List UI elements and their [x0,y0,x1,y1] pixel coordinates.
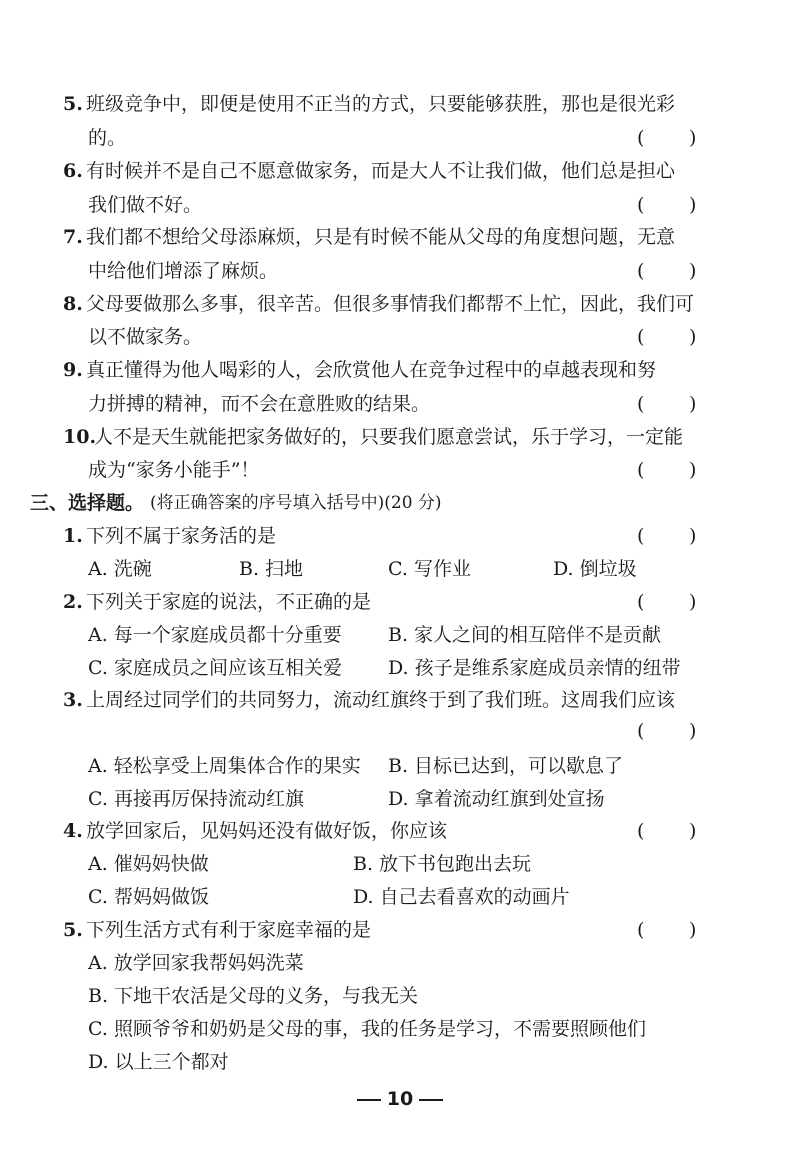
footer-dash-left [357,1099,381,1101]
question-number: 1. [63,525,83,547]
option-b[interactable]: B. 放下书包跑出去玩 [353,853,532,875]
page-footer [0,1088,800,1110]
question-number: 4. [63,820,83,842]
option-b[interactable]: B. 扫地 [239,558,304,580]
choice-question-2: 2. 下列关于家庭的说法，不正确的是 ( ) [0,586,800,618]
question-text: 我们都不想给父母添麻烦，只是有时候不能从父母的角度想问题，无意 [86,226,676,248]
option-c[interactable]: C. 再接再厉保持流动红旗 [88,788,304,810]
question-stem: 下列生活方式有利于家庭幸福的是 [86,919,372,941]
judge-question-10 [0,421,800,453]
option-b[interactable]: B. 下地干农活是父母的义务，与我无关 [88,985,419,1007]
question-stem: 放学回家后，见妈妈还没有做好饭，你应该 [86,820,448,842]
question-stem: 下列关于家庭的说法，不正确的是 [86,591,372,613]
question-text: 父母要做那么多事，很辛苦。但很多事情我们都帮不上忙，因此，我们可 [86,293,695,315]
option-c[interactable]: C. 家庭成员之间应该互相关爱 [88,657,342,679]
option-a[interactable]: A. 每一个家庭成员都十分重要 [88,624,342,646]
question-number: 3. [63,689,83,711]
option-c[interactable]: C. 写作业 [388,558,471,580]
question-text-cont: 成为“家务小能手”！ [88,459,260,481]
question-number: 10. [63,426,97,448]
question-text: 人不是天生就能把家务做好的，只要我们愿意尝试，乐于学习，一定能 [94,426,684,448]
option-d[interactable]: D. 拿着流动红旗到处宣扬 [388,788,605,810]
judge-question-6-cont: 我们做不好。 ( ) [0,189,800,221]
question-number: 8. [63,293,83,315]
section-title: 三、选择题。 [30,492,145,514]
question-text: 班级竞争中，即便是使用不正当的方式，只要能够获胜，那也是很光彩 [86,93,676,115]
question-text-cont: 力拼搏的精神，而不会在意胜败的结果。 [88,393,431,415]
question-number: 2. [63,591,83,613]
choice-3-options-row2 [0,783,800,815]
section-3-header [0,487,800,519]
judge-question-5 [0,88,800,120]
option-d[interactable]: D. 以上三个都对 [88,1051,229,1073]
option-d[interactable]: D. 孩子是维系家庭成员亲情的纽带 [388,657,681,679]
option-a[interactable]: A. 轻松享受上周集体合作的果实 [88,755,361,777]
choice-5-option-a-row [0,947,800,979]
option-b[interactable]: B. 目标已达到，可以歇息了 [388,755,624,777]
question-text: 真正懂得为他人喝彩的人，会欣赏他人在竞争过程中的卓越表现和努 [86,359,657,381]
judge-question-5-cont: 的。 ( ) [0,122,800,154]
footer-dash-right [419,1099,443,1101]
question-number: 9. [63,359,83,381]
option-c[interactable]: C. 照顾爷爷和奶奶是父母的事，我的任务是学习，不需要照顾他们 [88,1018,646,1040]
question-number: 6. [63,160,83,182]
question-text-cont: 以不做家务。 [88,326,203,348]
option-d[interactable]: D. 自己去看喜欢的动画片 [353,886,570,908]
question-text: 有时候并不是自己不愿意做家务，而是大人不让我们做，他们总是担心 [86,160,676,182]
choice-5-option-c-row [0,1013,800,1045]
question-text-cont: 我们做不好。 [88,194,203,216]
section-instruction: (将正确答案的序号填入括号中)(20 分) [150,493,442,513]
choice-4-options-row1 [0,848,800,880]
option-a[interactable]: A. 催妈妈快做 [88,853,209,875]
judge-question-10-cont: 成为“家务小能手”！ ( ) [0,454,800,486]
question-number: 7. [63,226,83,248]
judge-question-6 [0,155,800,187]
judge-question-7-cont: 中给他们增添了麻烦。 ( ) [0,255,800,287]
choice-question-4: 4. 放学回家后，见妈妈还没有做好饭，你应该 ( ) [0,815,800,847]
judge-question-7 [0,221,800,253]
choice-4-options-row2 [0,881,800,913]
judge-question-8 [0,288,800,320]
choice-question-1: 1. 下列不属于家务活的是 ( ) [0,520,800,552]
question-stem: 上周经过同学们的共同努力，流动红旗终于到了我们班。这周我们应该 [86,689,676,711]
choice-3-paren-line: ( ) [637,720,697,742]
question-text-cont: 的。 [88,127,127,149]
page-number: 10 [386,1088,414,1110]
question-number: 5. [63,93,83,115]
option-c[interactable]: C. 帮妈妈做饭 [88,886,209,908]
question-stem: 下列不属于家务活的是 [86,525,277,547]
choice-5-option-d-row [0,1046,800,1078]
choice-3-options-row1 [0,750,800,782]
choice-question-5: 5. 下列生活方式有利于家庭幸福的是 ( ) [0,914,800,946]
judge-question-8-cont: 以不做家务。 ( ) [0,321,800,353]
question-text-cont: 中给他们增添了麻烦。 [88,260,279,282]
option-b[interactable]: B. 家人之间的相互陪伴不是贡献 [388,624,662,646]
choice-2-options-row2 [0,652,800,684]
question-number: 5. [63,919,83,941]
judge-question-9 [0,354,800,386]
judge-question-9-cont: 力拼搏的精神，而不会在意胜败的结果。 ( ) [0,388,800,420]
option-a[interactable]: A. 洗碗 [88,558,152,580]
choice-question-3 [0,684,800,716]
option-a[interactable]: A. 放学回家我帮妈妈洗菜 [88,952,304,974]
choice-1-options [0,553,800,585]
choice-2-options-row1 [0,619,800,651]
option-d[interactable]: D. 倒垃圾 [553,558,637,580]
choice-5-option-b-row [0,980,800,1012]
